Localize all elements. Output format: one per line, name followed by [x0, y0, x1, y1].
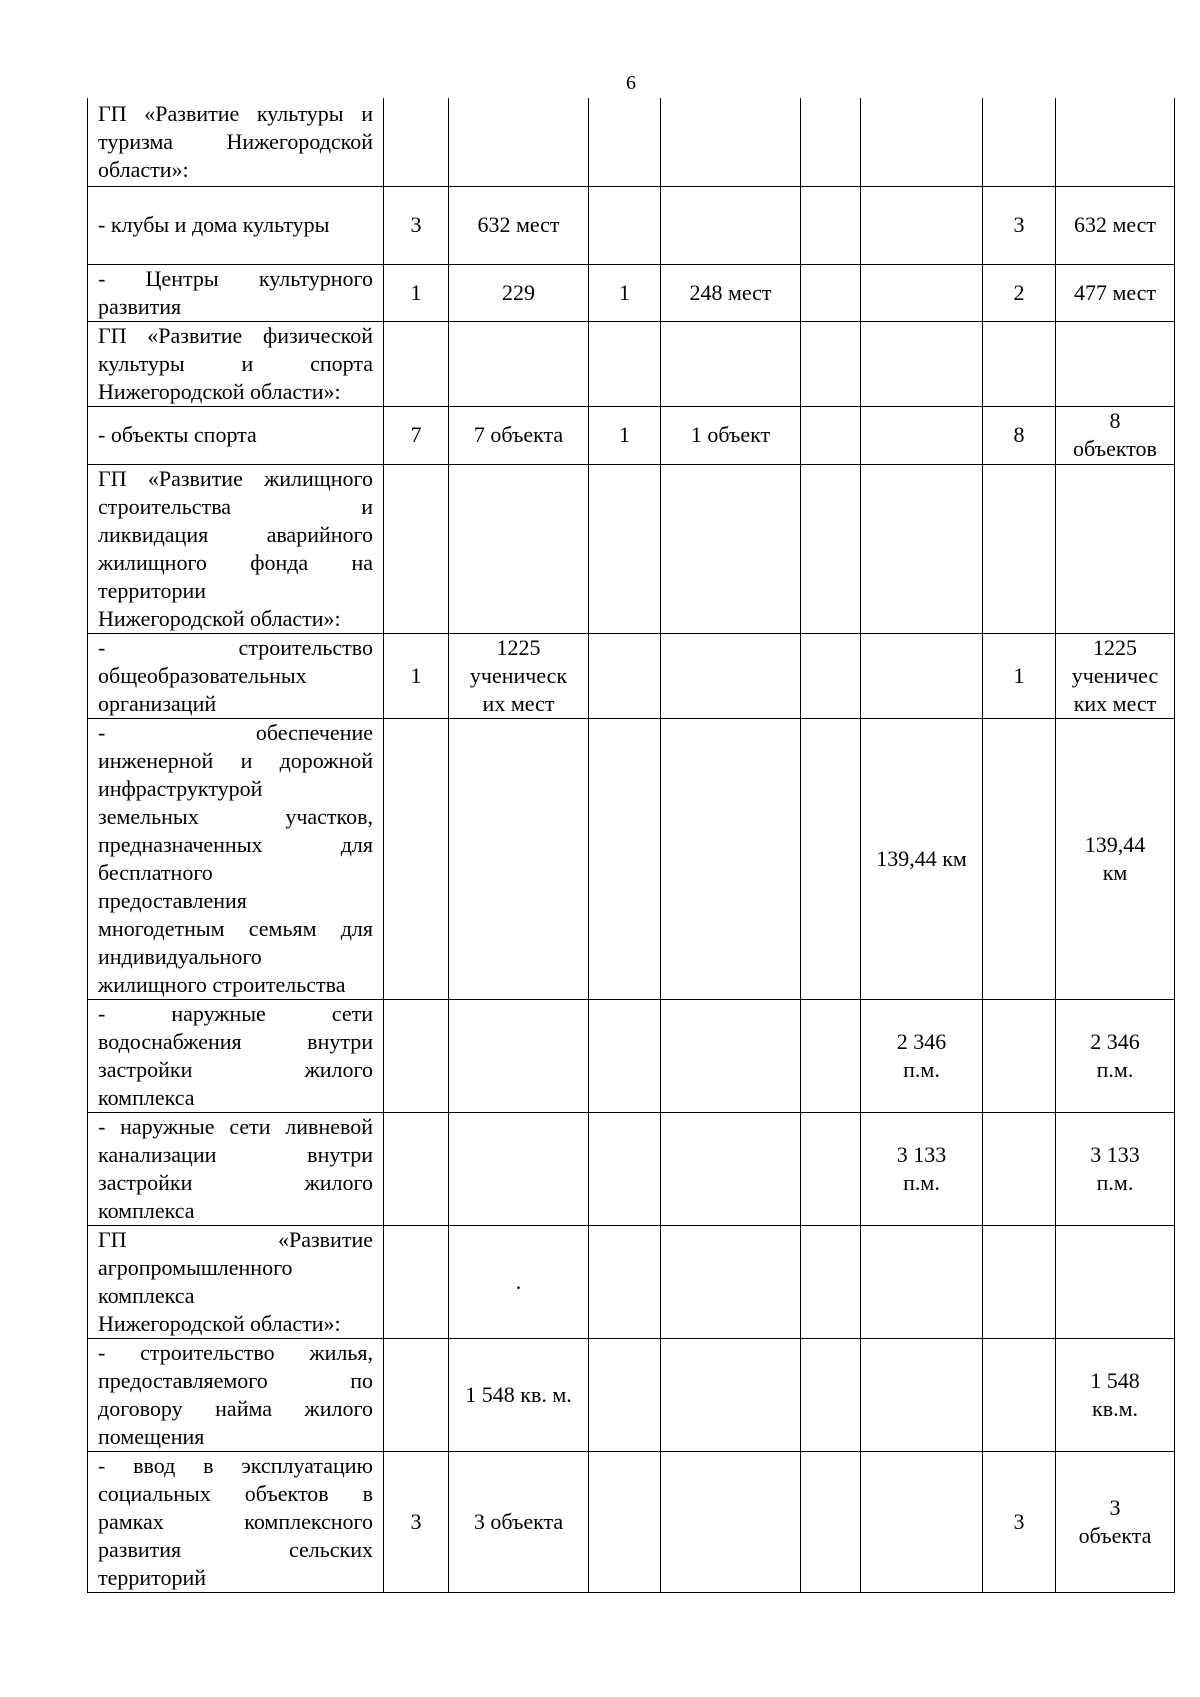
row-label-cell	[88, 186, 384, 264]
page-number: 6	[626, 72, 636, 94]
value-cell	[449, 98, 589, 186]
value-cell	[1056, 464, 1175, 633]
cell-text: 3	[1013, 212, 1025, 237]
value-cell	[661, 264, 801, 321]
value-cell	[449, 1338, 589, 1451]
value-cell	[449, 718, 589, 999]
cell-text: помещения	[98, 1423, 205, 1449]
cell-text: 3 133	[896, 1141, 947, 1167]
table-row	[88, 1112, 1175, 1225]
value-cell	[661, 464, 801, 633]
value-cell	[661, 1225, 801, 1338]
value-cell	[384, 264, 449, 321]
value-cell	[983, 321, 1056, 406]
cell-text: агропромышленного	[98, 1254, 293, 1280]
value-cell	[384, 186, 449, 264]
value-cell	[983, 999, 1056, 1112]
cell-text: ГП «Развитие	[98, 1226, 373, 1252]
value-cell	[384, 1112, 449, 1225]
value-cell	[589, 1338, 661, 1451]
value-cell	[801, 1451, 861, 1592]
value-cell	[801, 633, 861, 718]
value-cell	[589, 1451, 661, 1592]
cell-text: п.м.	[903, 1169, 940, 1195]
value-cell	[861, 464, 983, 633]
cell-text: ГП «Развитие жилищного	[98, 465, 373, 491]
value-cell	[801, 1112, 861, 1225]
value-cell	[801, 718, 861, 999]
cell-text: - клубы и дома культуры	[98, 212, 330, 237]
value-cell	[589, 1112, 661, 1225]
value-cell	[983, 98, 1056, 186]
value-cell	[1056, 98, 1175, 186]
value-cell	[861, 321, 983, 406]
value-cell	[449, 1112, 589, 1225]
cell-text: 1	[1013, 662, 1025, 688]
cell-text: предназначенных для	[98, 831, 373, 857]
cell-text: инженерной и дорожной	[98, 747, 373, 773]
cell-text: 1	[410, 662, 422, 688]
value-cell	[861, 999, 983, 1112]
value-cell	[384, 98, 449, 186]
value-cell	[861, 718, 983, 999]
cell-text: ученическ	[469, 662, 568, 688]
row-label-cell	[88, 264, 384, 321]
value-cell	[1056, 999, 1175, 1112]
value-cell	[661, 718, 801, 999]
cell-text: 632 мест	[477, 212, 560, 237]
cell-text: 1	[619, 279, 630, 305]
value-cell	[801, 98, 861, 186]
value-cell	[384, 999, 449, 1112]
table-row	[88, 406, 1175, 464]
cell-text: многодетным семьям для	[98, 915, 373, 941]
value-cell	[1056, 1112, 1175, 1225]
cell-text: объектов	[1073, 436, 1157, 461]
cell-text: 8	[1013, 422, 1025, 447]
cell-text: км	[1102, 859, 1128, 885]
cell-text: организаций	[98, 690, 217, 716]
value-cell	[1056, 1338, 1175, 1451]
cell-text: - строительство жилья,	[98, 1339, 373, 1365]
row-label-cell	[88, 1338, 384, 1451]
row-label-cell	[88, 633, 384, 718]
cell-text: их мест	[482, 690, 555, 716]
cell-text: - обеспечение	[98, 719, 373, 745]
value-cell	[661, 633, 801, 718]
value-cell	[449, 1451, 589, 1592]
cell-text: 632 мест	[1073, 212, 1157, 237]
value-cell	[449, 1225, 589, 1338]
cell-text: общеобразовательных	[98, 662, 307, 688]
cell-text: - ввод в эксплуатацию	[98, 1452, 373, 1478]
cell-text: - объекты спорта	[98, 422, 257, 447]
cell-text: жилищного фонда на	[98, 549, 373, 575]
value-cell	[861, 406, 983, 464]
cell-text: Нижегородской области»:	[98, 1310, 341, 1336]
value-cell	[449, 321, 589, 406]
row-label-cell	[88, 1225, 384, 1338]
cell-text: - строительство	[98, 634, 373, 660]
value-cell	[1056, 1225, 1175, 1338]
value-cell	[661, 1451, 801, 1592]
value-cell	[589, 633, 661, 718]
cell-text: ких мест	[1073, 690, 1157, 716]
row-label-cell	[88, 98, 384, 186]
row-label-cell	[88, 1112, 384, 1225]
table-row	[88, 464, 1175, 633]
value-cell	[661, 999, 801, 1112]
value-cell	[589, 999, 661, 1112]
cell-text: - наружные сети	[98, 1000, 373, 1026]
cell-text: индивидуального	[98, 943, 262, 969]
cell-text: туризма Нижегородской	[98, 128, 373, 154]
cell-text: .	[515, 1268, 522, 1294]
cell-text: п.м.	[1096, 1056, 1134, 1082]
cell-text: 2	[1013, 279, 1025, 305]
value-cell	[449, 186, 589, 264]
value-cell	[801, 321, 861, 406]
table-row	[88, 633, 1175, 718]
cell-text: застройки жилого	[98, 1169, 373, 1195]
cell-text: 7	[410, 422, 422, 447]
cell-text: комплекса	[98, 1084, 195, 1110]
cell-text: рамках комплексного	[98, 1508, 373, 1534]
value-cell	[589, 186, 661, 264]
value-cell	[449, 406, 589, 464]
value-cell	[661, 1338, 801, 1451]
value-cell	[384, 718, 449, 999]
value-cell	[983, 264, 1056, 321]
cell-text: бесплатного	[98, 859, 213, 885]
value-cell	[1056, 718, 1175, 999]
cell-text: 1	[619, 422, 630, 447]
value-cell	[861, 186, 983, 264]
row-label-cell	[88, 999, 384, 1112]
value-cell	[861, 1112, 983, 1225]
table-row	[88, 98, 1175, 186]
cell-text: ГП «Развитие культуры и	[98, 100, 373, 126]
table-row	[88, 718, 1175, 999]
value-cell	[983, 718, 1056, 999]
value-cell	[1056, 406, 1175, 464]
value-cell	[384, 633, 449, 718]
value-cell	[449, 999, 589, 1112]
value-cell	[589, 464, 661, 633]
cell-text: инфраструктурой	[98, 775, 263, 801]
cell-text: п.м.	[1096, 1169, 1134, 1195]
value-cell	[384, 1225, 449, 1338]
value-cell	[589, 98, 661, 186]
table-row	[88, 1225, 1175, 1338]
results-table	[87, 98, 1175, 1593]
value-cell	[1056, 321, 1175, 406]
cell-text: кв.м.	[1092, 1395, 1138, 1421]
cell-text: - наружные сети ливневой	[98, 1113, 373, 1139]
cell-text: 1 548	[1090, 1367, 1140, 1393]
row-label-cell	[88, 406, 384, 464]
value-cell	[1056, 186, 1175, 264]
cell-text: п.м.	[903, 1056, 940, 1082]
cell-text: 3 объекта	[473, 1508, 564, 1534]
value-cell	[1056, 633, 1175, 718]
cell-text: 7 объекта	[473, 422, 564, 447]
cell-text: ГП «Развитие физической	[98, 322, 373, 348]
value-cell	[661, 1112, 801, 1225]
cell-text: комплекса	[98, 1282, 195, 1308]
cell-text: территорий	[98, 1564, 207, 1590]
value-cell	[661, 406, 801, 464]
value-cell	[861, 1338, 983, 1451]
cell-text: социальных объектов в	[98, 1480, 373, 1506]
table-row	[88, 321, 1175, 406]
value-cell	[861, 1225, 983, 1338]
cell-text: канализации внутри	[98, 1141, 373, 1167]
row-label-cell	[88, 718, 384, 999]
value-cell	[983, 1451, 1056, 1592]
cell-text: 1 548 кв. м.	[465, 1381, 572, 1407]
value-cell	[801, 406, 861, 464]
table-row	[88, 1451, 1175, 1592]
value-cell	[983, 186, 1056, 264]
value-cell	[983, 464, 1056, 633]
cell-text: 139,44 км	[876, 845, 967, 871]
cell-text: 248 мест	[689, 279, 772, 305]
table-row	[88, 999, 1175, 1112]
table-row	[88, 1338, 1175, 1451]
cell-text: Нижегородской области»:	[98, 605, 341, 631]
cell-text: территории	[98, 577, 207, 603]
cell-text: развития сельских	[98, 1536, 373, 1562]
cell-text: развития	[98, 293, 182, 319]
value-cell	[449, 264, 589, 321]
cell-text: водоснабжения внутри	[98, 1028, 373, 1054]
value-cell	[861, 633, 983, 718]
cell-text: 1225	[496, 634, 541, 660]
cell-text: строительства и	[98, 493, 373, 519]
cell-text: области»:	[98, 156, 189, 182]
value-cell	[801, 264, 861, 321]
value-cell	[1056, 264, 1175, 321]
cell-text: 477 мест	[1073, 279, 1157, 305]
value-cell	[983, 633, 1056, 718]
value-cell	[861, 1451, 983, 1592]
cell-text: земельных участков,	[98, 803, 373, 829]
cell-text: 3	[1013, 1508, 1025, 1534]
value-cell	[861, 98, 983, 186]
value-cell	[589, 264, 661, 321]
table-row	[88, 186, 1175, 264]
value-cell	[449, 633, 589, 718]
value-cell	[661, 321, 801, 406]
value-cell	[801, 1225, 861, 1338]
value-cell	[801, 186, 861, 264]
cell-text: 229	[502, 279, 535, 305]
cell-text: 3 133	[1090, 1141, 1140, 1167]
cell-text: ликвидация аварийного	[98, 521, 373, 547]
cell-text: жилищного строительства	[98, 971, 346, 997]
value-cell	[801, 1338, 861, 1451]
value-cell	[661, 98, 801, 186]
cell-text: 1	[410, 279, 422, 305]
value-cell	[983, 1338, 1056, 1451]
table-row	[88, 264, 1175, 321]
value-cell	[589, 1225, 661, 1338]
row-label-cell	[88, 464, 384, 633]
value-cell	[801, 999, 861, 1112]
value-cell	[449, 464, 589, 633]
row-label-cell	[88, 321, 384, 406]
value-cell	[589, 406, 661, 464]
value-cell	[661, 186, 801, 264]
cell-text: Нижегородской области»:	[98, 378, 341, 404]
row-label-cell	[88, 1451, 384, 1592]
cell-text: культуры и спорта	[98, 350, 373, 376]
value-cell	[983, 1225, 1056, 1338]
value-cell	[589, 718, 661, 999]
cell-text: 2 346	[896, 1028, 947, 1054]
cell-text: - Центры культурного	[98, 265, 373, 291]
cell-text: 3	[1109, 1494, 1121, 1520]
value-cell	[384, 1338, 449, 1451]
cell-text: комплекса	[98, 1197, 195, 1223]
value-cell	[861, 264, 983, 321]
cell-text: 3	[410, 1508, 422, 1534]
cell-text: 139,44	[1084, 831, 1146, 857]
value-cell	[384, 1451, 449, 1592]
cell-text: объекта	[1078, 1522, 1152, 1548]
value-cell	[801, 464, 861, 633]
value-cell	[589, 321, 661, 406]
cell-text: предоставления	[98, 887, 247, 913]
cell-text: договору найма жилого	[98, 1395, 373, 1421]
value-cell	[983, 406, 1056, 464]
cell-text: ученичес	[1071, 662, 1159, 688]
value-cell	[384, 321, 449, 406]
value-cell	[983, 1112, 1056, 1225]
cell-text: 1 объект	[690, 422, 771, 447]
cell-text: 8	[1109, 408, 1121, 433]
value-cell	[1056, 1451, 1175, 1592]
value-cell	[384, 406, 449, 464]
value-cell	[384, 464, 449, 633]
cell-text: застройки жилого	[98, 1056, 373, 1082]
cell-text: предоставляемого по	[98, 1367, 373, 1393]
cell-text: 3	[410, 212, 422, 237]
cell-text: 2 346	[1090, 1028, 1140, 1054]
cell-text: 1225	[1093, 634, 1137, 660]
